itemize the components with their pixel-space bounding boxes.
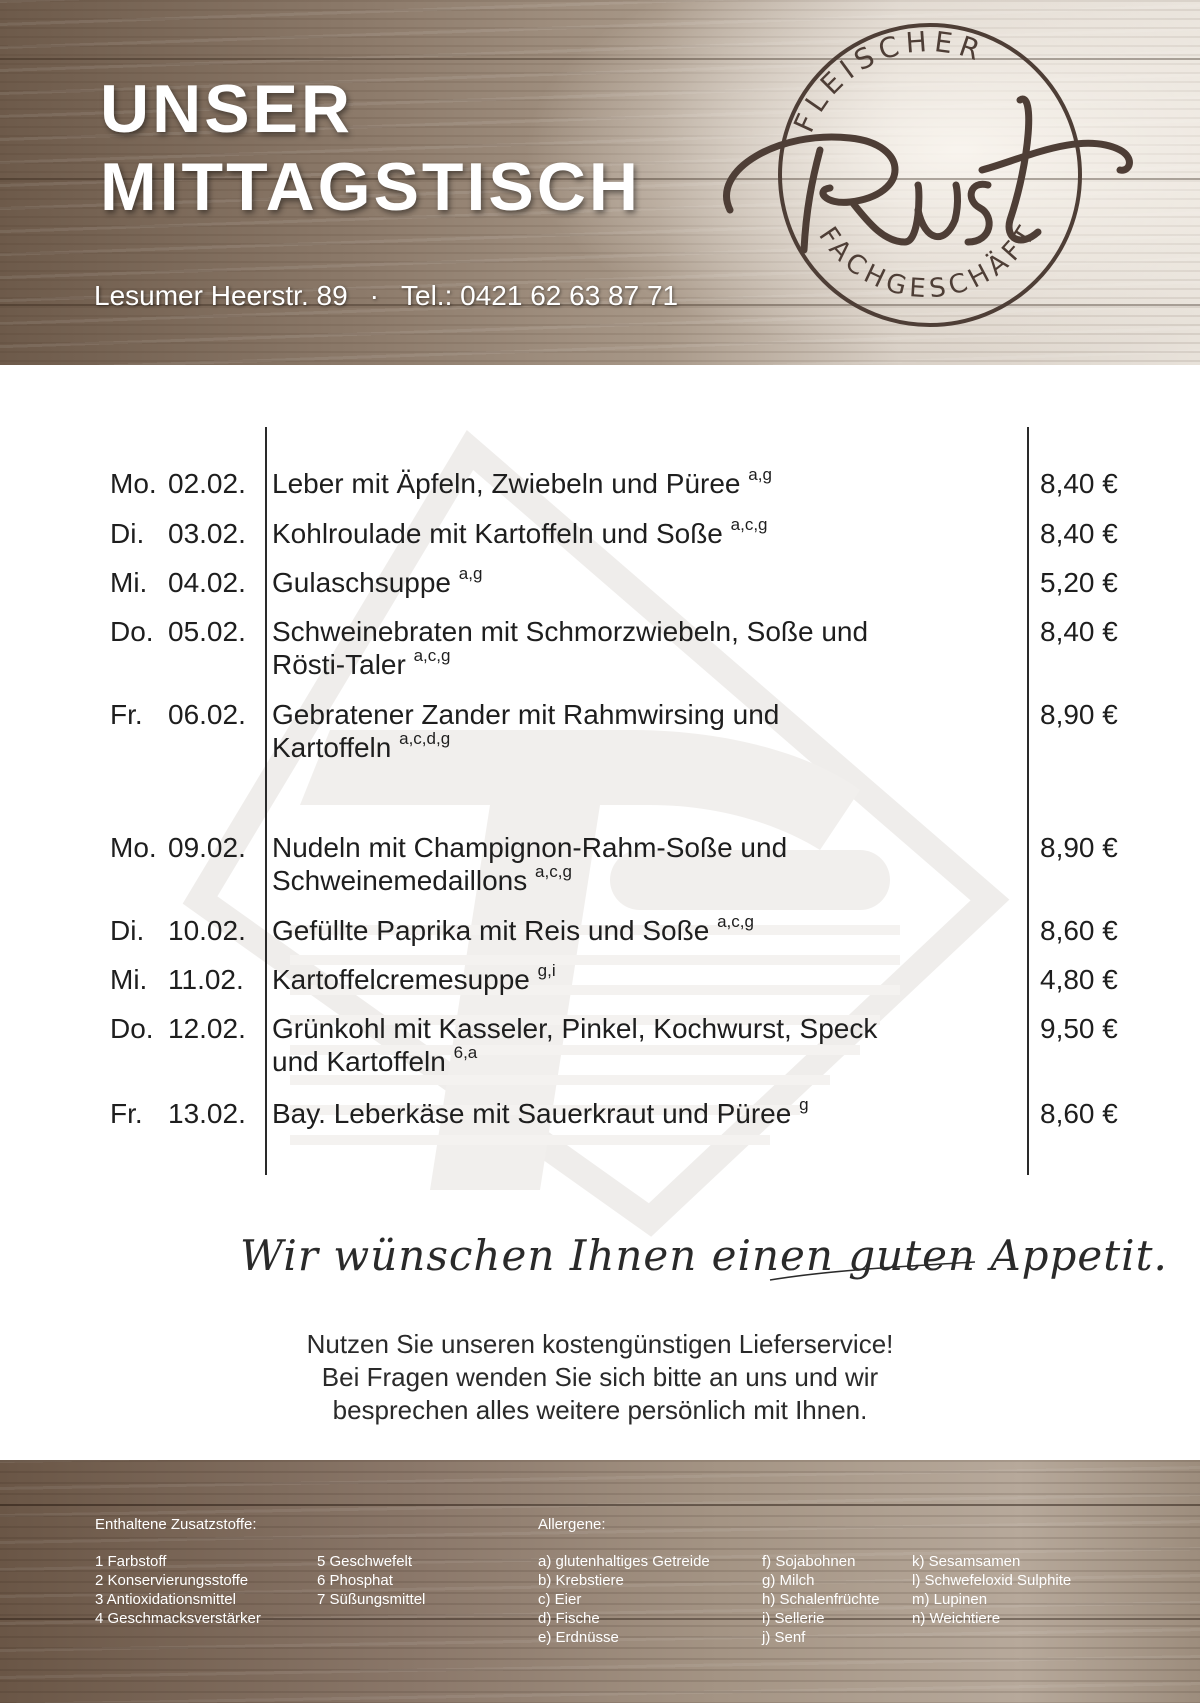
menu-day: Mi.: [110, 567, 148, 598]
notice-line: Bei Fragen wenden Sie sich bitte an uns und wir: [321, 1362, 879, 1392]
allergen-item: n) Weichtiere: [912, 1610, 1001, 1627]
allergens-list-1: [538, 1552, 710, 1647]
additives-list-2: [317, 1552, 425, 1609]
address-text: Lesumer Heerstr. 89: [94, 280, 348, 311]
title-line-1: UNSER: [100, 71, 354, 147]
allergen-codes: 6,a: [453, 1043, 478, 1062]
allergen-item: m) Lupinen: [912, 1591, 988, 1608]
svg-text:Wir wünschen Ihnen einen guten: Wir wünschen Ihnen einen guten Appetit.: [240, 1231, 1168, 1280]
allergen-item: d) Fische: [538, 1610, 600, 1627]
menu-dish: Nudeln mit Champignon-Rahm-Soße und Schweinemedaillons $^{a,c,g}$: [272, 832, 788, 896]
allergen-item: h) Schalenfrüchte: [762, 1591, 880, 1608]
allergen-item: b) Krebstiere: [538, 1572, 624, 1589]
menu-dish: Gefüllte Paprika mit Reis und Soße $^{a,c,g}$: [272, 912, 754, 946]
menu-day: Fr.: [110, 1098, 143, 1129]
contact-line: [94, 280, 678, 312]
column-divider-left: [265, 427, 267, 1175]
notice-line: besprechen alles weitere persönlich mit Ihnen.: [332, 1395, 868, 1425]
additive-item: 7 Süßungsmittel: [317, 1591, 426, 1608]
menu-price: 4,80 €: [1040, 964, 1118, 995]
allergen-codes: a,c,d,g: [399, 729, 451, 748]
menu-price: 9,50 €: [1040, 1013, 1118, 1044]
allergen-codes: g,i: [537, 961, 556, 980]
menu-date: 02.02.: [168, 468, 246, 499]
allergens-list-3: [912, 1552, 1071, 1628]
allergen-codes: a,g: [748, 465, 772, 484]
allergen-item: c) Eier: [538, 1591, 582, 1608]
menu-date: 09.02.: [168, 832, 246, 863]
menu-price: 8,90 €: [1040, 699, 1118, 730]
menu-date: 11.02.: [168, 964, 244, 995]
menu-price: 8,60 €: [1040, 1098, 1118, 1129]
additive-item: 1 Farbstoff: [95, 1553, 167, 1570]
menu-date: 04.02.: [168, 567, 246, 598]
column-divider-right: [1027, 427, 1029, 1175]
menu-dish: Gebratener Zander mit Rahmwirsing und Kartoffeln $^{a,c,d,g}$: [272, 699, 780, 763]
menu-dish: Kohlroulade mit Kartoffeln und Soße $^{a,c,g}$: [272, 515, 768, 549]
allergen-codes: g: [799, 1095, 809, 1114]
additive-item: 5 Geschwefelt: [317, 1553, 413, 1570]
allergen-item: e) Erdnüsse: [538, 1629, 619, 1646]
allergen-codes: a,c,g: [730, 515, 768, 534]
menu-price: 8,40 €: [1040, 616, 1118, 647]
menu-dish: Grünkohl mit Kasseler, Pinkel, Kochwurst, Speck und Kartoffeln $^{6,a}$: [272, 1013, 878, 1077]
allergen-codes: a,g: [458, 564, 483, 583]
menu-dish: Schweinebraten mit Schmorzwiebeln, Soße und Rösti-Taler $^{a,c,g}$: [272, 616, 869, 680]
menu-price: 8,60 €: [1040, 915, 1118, 946]
menu-date: 10.02.: [168, 915, 246, 946]
menu-day: Mi.: [110, 964, 148, 995]
footer-wood-banner: [0, 1460, 1200, 1703]
allergen-item: i) Sellerie: [762, 1610, 825, 1627]
menu-dish: Leber mit Äpfeln, Zwiebeln und Püree $^{a,g}$: [272, 465, 772, 499]
allergens-title: Allergene:: [538, 1516, 606, 1533]
menu-dish: Bay. Leberkäse mit Sauerkraut und Püree $^g$: [272, 1095, 809, 1129]
allergen-item: a) glutenhaltiges Getreide: [538, 1553, 710, 1570]
menu-day: Mo.: [110, 468, 157, 499]
menu-date: 13.02.: [168, 1098, 246, 1129]
allergen-item: l) Schwefeloxid Sulphite: [912, 1572, 1072, 1589]
header-wood-banner: [0, 0, 1200, 365]
allergen-item: k) Sesamsamen: [912, 1553, 1021, 1570]
title-line-2: MITTAGSTISCH: [100, 149, 641, 225]
menu-date: 12.02.: [168, 1013, 246, 1044]
additive-item: 4 Geschmacksverstärker: [95, 1610, 261, 1627]
additives-title: Enthaltene Zusatzstoffe:: [95, 1516, 257, 1533]
logo-bottom-text: FACHGESCHÄFT: [812, 217, 1044, 305]
menu-price: 5,20 €: [1040, 567, 1118, 598]
page-title: [100, 70, 641, 226]
wood-plank-line: [0, 1504, 1200, 1506]
phone-text: Tel.: 0421 62 63 87 71: [401, 280, 679, 311]
menu-dish: Gulaschsuppe $^{a,g}$: [272, 564, 483, 598]
allergen-item: f) Sojabohnen: [762, 1553, 856, 1570]
allergen-codes: a,c,g: [717, 912, 754, 931]
additive-item: 6 Phosphat: [317, 1572, 393, 1589]
additive-item: 3 Antioxidationsmittel: [95, 1591, 236, 1608]
additive-item: 2 Konservierungsstoffe: [95, 1572, 249, 1589]
notice-line: Nutzen Sie unseren kostengünstigen Lieferservice!: [306, 1329, 894, 1359]
menu-price: 8,90 €: [1040, 832, 1118, 863]
delivery-notice: [0, 1328, 1200, 1427]
menu-dish: Kartoffelcremesuppe $^{g,i}$: [272, 961, 556, 995]
allergen-item: j) Senf: [762, 1629, 806, 1646]
contact-separator: ·: [369, 280, 379, 311]
menu-day: Do.: [110, 616, 154, 647]
allergens-list-2: [762, 1552, 880, 1647]
handwritten-greeting: [230, 1200, 1168, 1310]
menu-date: 05.02.: [168, 616, 246, 647]
menu-day: Fr.: [110, 699, 143, 730]
allergen-codes: a,c,g: [535, 862, 572, 881]
menu-price: 8,40 €: [1040, 518, 1118, 549]
menu-day: Di.: [110, 915, 145, 946]
menu-day: Do.: [110, 1013, 154, 1044]
menu-date: 06.02.: [168, 699, 246, 730]
additives-list-1: [95, 1552, 261, 1628]
logo-top-text: FLEISCHER: [787, 24, 990, 138]
menu-day: Di.: [110, 518, 145, 549]
menu-day: Mo.: [110, 832, 157, 863]
allergen-codes: a,c,g: [413, 646, 451, 665]
fleischer-rust-logo: [720, 20, 1140, 330]
allergen-item: g) Milch: [762, 1572, 815, 1589]
menu-date: 03.02.: [168, 518, 246, 549]
menu-price: 8,40 €: [1040, 468, 1118, 499]
